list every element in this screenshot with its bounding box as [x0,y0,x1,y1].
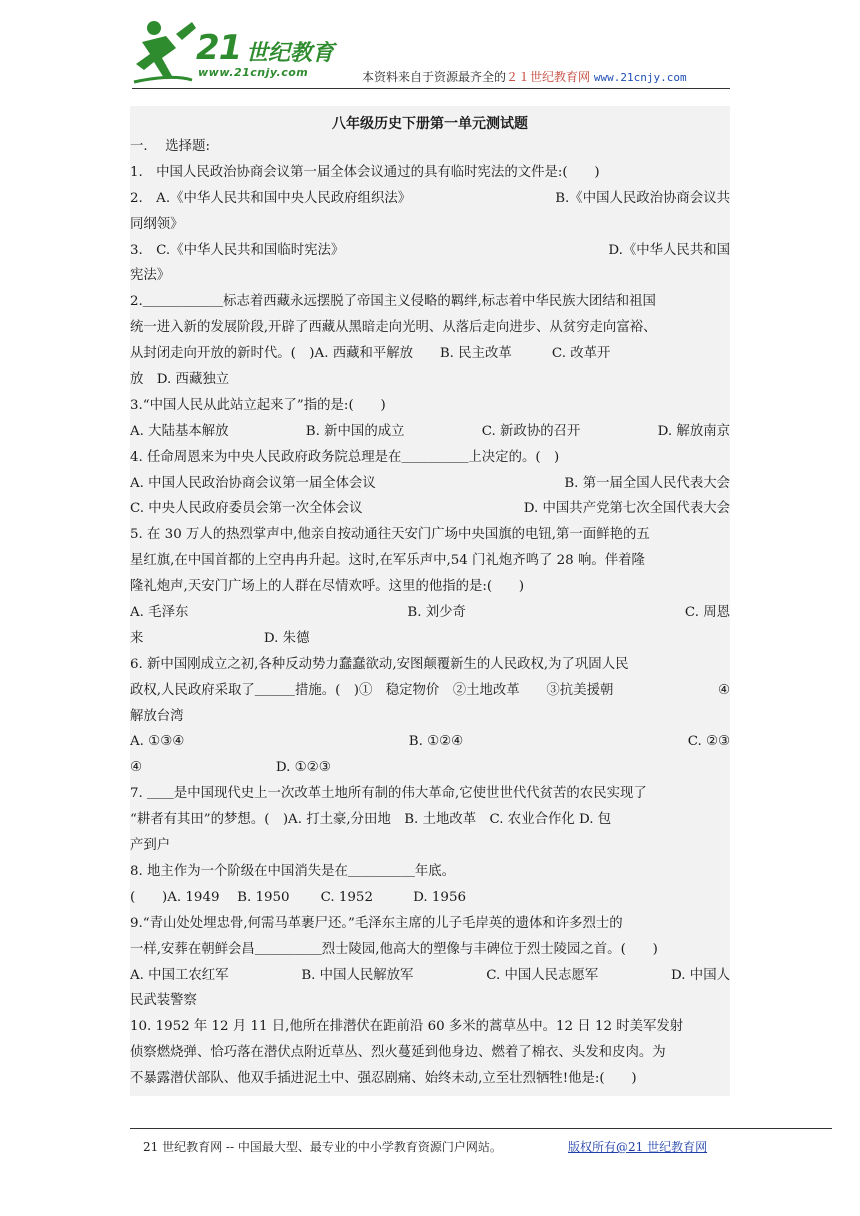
text-line [130,471,730,497]
text-segment: A. 毛泽东 [130,605,189,621]
text-segment: B. 刘少奇 [407,605,466,621]
header-divider [132,88,730,89]
footer-text: 21 世纪教育网 -- 中国最大型、最专业的中小学教育资源门户网站。 [143,1140,502,1154]
text-line: 民武装警察 [130,993,197,1009]
text-line: “耕者有其田”的梦想。( )A. 打土豪,分田地 B. 土地改革 C. 农业合作化 D. 包 [130,812,612,828]
text-segment: C. ②③ [687,734,730,750]
text-line: 宪法》 [130,268,171,284]
text-line [130,963,730,989]
text-segment: A. 中国人民政治协商会议第一届全体会议 [130,475,376,491]
text-line: 隆礼炮声,天安门广场上的人群在尽情欢呼。这里的他指的是:( ) [130,579,525,595]
text-line: 星红旗,在中国首都的上空冉冉升起。这时,在军乐声中,54 门礼炮齐鸣了 28 响。伴着隆 [130,553,645,569]
text-segment: B. 新中国的成立 [305,423,405,439]
text-line: 4. 任命周恩来为中央人民政府政务院总理是在＿＿＿＿＿上决定的。( ) [130,449,560,465]
text-segment: C. 周恩 [684,605,730,621]
copyright-link[interactable]: 版权所有@21 世纪教育网 [568,1140,708,1154]
text-line: 同纲领》 [130,216,184,232]
text-line: 不暴露潜伏部队、他双手插进泥土中、强忍剧痛、始终未动,立至壮烈牺牲!他是:( ) [130,1071,637,1087]
text-line: 10. 1952 年 12 月 11 日,他所在排潜伏在距前沿 60 多米的蒿草丛中。12 日 12 时美军发射 [130,1019,684,1035]
text-segment: A. 大陆基本解放 [130,423,229,439]
logo-number: 21 [196,28,242,68]
text-line: 侦察燃烧弹、恰巧落在潜伏点附近草丛、烈火蔓延到他身边、燃着了棉衣、头发和皮肉。为 [130,1045,666,1061]
text-segment: B. 第一届全国人民代表大会 [564,475,730,491]
text-line: 1. 中国人民政治协商会议第一届全体会议通过的具有临时宪法的文件是:( ) [130,164,600,180]
text-line [130,729,730,755]
text-segment: B.《中国人民政治协商会议共 [555,190,730,206]
text-line: 5. 在 30 万人的热烈掌声中,他亲自按动通往天安门广场中央国旗的电钮,第一面鲜艳的五 [130,527,650,543]
logo-name: 世纪教育 [246,41,335,66]
header-note: 本资料来自于资源最齐全的２１世纪教育网 www.21cnjy.com [362,70,687,84]
text-segment: D. 解放南京 [657,423,730,439]
text-segment: 2. A.《中华人民共和国中央人民政府组织法》 [130,190,412,206]
text-segment: D.《中华人民共和国 [608,242,730,258]
text-segment: 3. C.《中华人民共和国临时宪法》 [130,242,345,258]
text-line: 7. ＿＿是中国现代史上一次改革土地所有制的伟大革命,它使世世代代贫苦的农民实现了 [130,786,647,802]
text-line: 解放台湾 [130,708,184,724]
text-line [130,600,730,626]
text-line: 9.“青山处处埋忠骨,何需马革裹尸还。”毛泽东主席的儿子毛岸英的遗体和许多烈士的 [130,915,623,931]
site-url[interactable]: www.21cnjy.com [593,71,687,84]
text-line: 一. 选择题: [130,139,210,154]
text-line: ( )A. 1949 B. 1950 C. 1952 D. 1956 [130,889,466,905]
text-segment: C. 新政协的召开 [481,423,581,439]
footer-divider [130,1128,832,1129]
site-name: ２１世纪教育网 [506,70,591,84]
text-line: 来 D. 朱德 [130,630,310,646]
text-line [130,419,730,445]
text-segment: C. 中央人民政府委员会第一次全体会议 [130,501,363,517]
text-line: 3.“中国人民从此站立起来了”指的是:( ) [130,397,386,413]
text-segment: ④ [717,682,730,698]
text-line [130,238,730,264]
text-line: 一样,安葬在朝鲜会昌＿＿＿＿＿烈士陵园,他高大的塑像与丰碑位于烈士陵园之首。( ) [130,941,658,957]
text-line [130,186,730,212]
text-line [130,496,730,522]
text-line [130,341,730,367]
text-line: 2.＿＿＿＿＿＿标志着西藏永远摆脱了帝国主义侵略的羁绊,标志着中华民族大团结和祖国 [130,294,656,310]
text-line: 6. 新中国刚成立之初,各种反动势力蠢蠢欲动,安图颠覆新生的人民政权,为了巩固人民 [130,656,629,672]
question-list [130,134,730,1092]
text-line: ④ D. ①②③ [130,760,331,776]
page-header [0,0,860,100]
text-segment: D. 中国人 [671,967,730,983]
logo-url: www.21cnjy.com [198,66,309,79]
text-line: 8. 地主作为一个阶级在中国消失是在＿＿＿＿＿年底。 [130,863,456,879]
text-segment: B. 中国人民解放军 [301,967,414,983]
text-segment: B. ①②④ [408,734,464,750]
text-line: 放 D. 西藏独立 [130,372,230,388]
text-segment: A. ①③④ [130,734,185,750]
document-body [130,106,730,1096]
text-segment: D. 中国共产党第七次全国代表大会 [523,501,730,517]
page-footer [143,1138,708,1155]
text-segment: A. 中国工农红军 [130,967,229,983]
text-segment: 政权,人民政府采取了＿＿＿措施。( )① 稳定物价 ②土地改革 ③抗美援朝 [130,682,614,698]
text-line: 产到户 [130,838,171,854]
text-line [130,678,730,704]
text-line: 统一进入新的发展阶段,开辟了西藏从黑暗走向光明、从落后走向进步、从贫穷走向富裕、 [130,320,657,336]
text-segment: 从封闭走向开放的新时代。( )A. 西藏和平解放 B. 民主改革 C. 改革开 [130,346,611,362]
text-segment: C. 中国人民志愿军 [486,967,599,983]
page-title: 八年级历史下册第一单元测试题 [332,116,528,132]
